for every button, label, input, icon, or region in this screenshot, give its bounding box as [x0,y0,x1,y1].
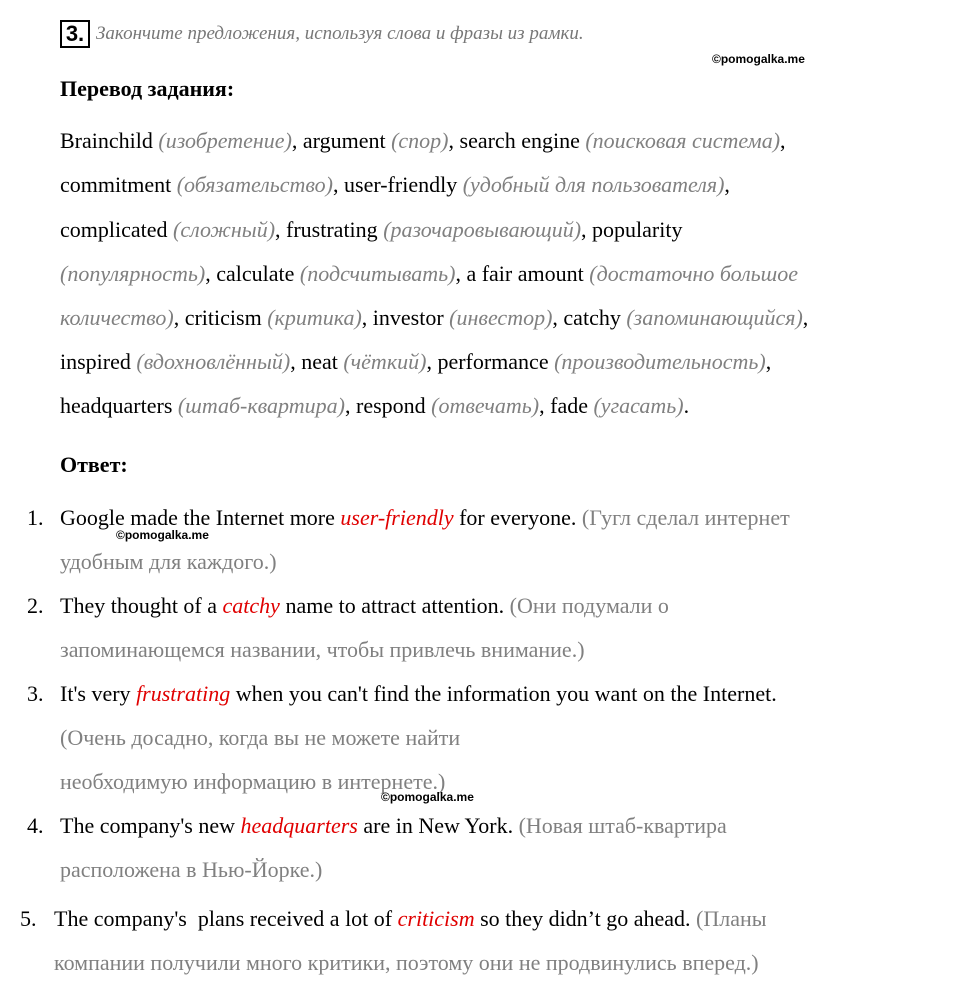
answer-text: It's very [60,681,137,706]
answer-translation: (Гугл сделал интернет [581,505,790,530]
answer-text: Google made the Internet more [60,505,341,530]
answer-word: catchy [222,593,280,618]
vocab-en: respond [356,393,426,418]
task-header [60,18,584,50]
vocab-ru: (сложный) [173,217,276,242]
answer-text: are in New York. [357,813,514,838]
vocab-en: neat [301,349,338,374]
vocab-en: performance [437,349,549,374]
watermark: ©pomogalka.me [712,52,805,66]
vocab-en: Brainchild [60,128,153,153]
answer-word: headquarters [240,813,358,838]
answer-translation: (Очень досадно, когда вы не можете найти [60,725,461,750]
answer-text: name to attract attention. [279,593,505,618]
vocab-en: investor [372,305,444,330]
answer-word: user-friendly [340,505,454,530]
vocab-en: popularity [592,217,683,242]
answer-word: frustrating [136,681,231,706]
answer-text: The company's new [60,813,241,838]
vocab-ru: (чёткий) [343,349,427,374]
vocab-ru: (разочаровывающий) [383,217,582,242]
vocab-ru: (изобретение) [158,128,292,153]
answer-translation-cont: необходимую информацию в интернете.) [60,769,446,794]
vocab-en: headquarters [60,393,173,418]
answer-text: The company's plans received a lot of [54,906,398,931]
vocab-ru: (штаб-квартира) [177,393,345,418]
vocab-en: user-friendly [344,172,458,197]
answer-number: 3. [27,681,44,706]
answer-word: criticism [397,906,475,931]
answer-number: 4. [27,813,44,838]
vocab-en: search engine [459,128,580,153]
vocab-ru: (подсчитывать) [299,261,456,286]
answer-translation: (Они подумали о [509,593,669,618]
answer-number: 1. [27,505,44,530]
task-number: 3. [60,20,90,48]
vocab-ru: (угасать) [593,393,684,418]
vocab-en: criticism [184,305,262,330]
vocab-ru: (отвечать) [431,393,540,418]
vocab-en: catchy [563,305,621,330]
vocab-en: fade [550,393,588,418]
answer-text: when you can't find the information you want on the Internet. [230,681,777,706]
task-instruction: Закончите предложения, используя слова и фразы из рамки. [96,23,584,44]
answer-translation: (Планы [696,906,767,931]
vocab-ru: (достаточно большое [589,261,799,286]
vocab-en: frustrating [286,217,378,242]
answer-text: They thought of a [60,593,223,618]
answer-translation: (Новая штаб-квартира [518,813,727,838]
answer-heading: Ответ: [60,452,128,477]
vocab-ru: (спор) [391,128,449,153]
vocab-ru: (инвестор) [449,305,553,330]
vocab-ru: (запоминающийся) [626,305,803,330]
vocab-ru: (производительность) [554,349,766,374]
vocab-ru: (удобный для пользователя) [462,172,725,197]
answer-number: 2. [27,593,44,618]
vocab-ru: (поисковая система) [585,128,781,153]
answer-translation-cont: запоминающемся названии, чтобы привлечь внимание.) [60,637,585,662]
vocab-ru: (вдохновлённый) [136,349,291,374]
vocab-en: argument [302,128,386,153]
answer-translation-cont: компании получили много критики, поэтому они не продвинулись вперед.) [54,950,759,975]
vocab-ru: (критика) [267,305,362,330]
answer-text: for everyone. [453,505,577,530]
vocab-ru: (обязательство) [176,172,334,197]
answer-text: so they didn’t go ahead. [474,906,691,931]
answer-translation-cont: удобным для каждого.) [60,549,277,574]
watermark: ©pomogalka.me [116,528,209,542]
vocab-en: calculate [216,261,295,286]
vocab-en: a fair amount [466,261,584,286]
translation-heading: Перевод задания: [60,76,235,101]
vocab-ru: (популярность) [60,261,206,286]
vocab-ru-cont: количество) [60,305,174,330]
vocab-en: inspired [60,349,131,374]
watermark: ©pomogalka.me [381,790,474,804]
vocab-en: commitment [60,172,172,197]
answer-translation-cont: расположена в Нью-Йорке.) [60,857,323,882]
answer-number: 5. [20,906,37,931]
vocab-en: complicated [60,217,168,242]
